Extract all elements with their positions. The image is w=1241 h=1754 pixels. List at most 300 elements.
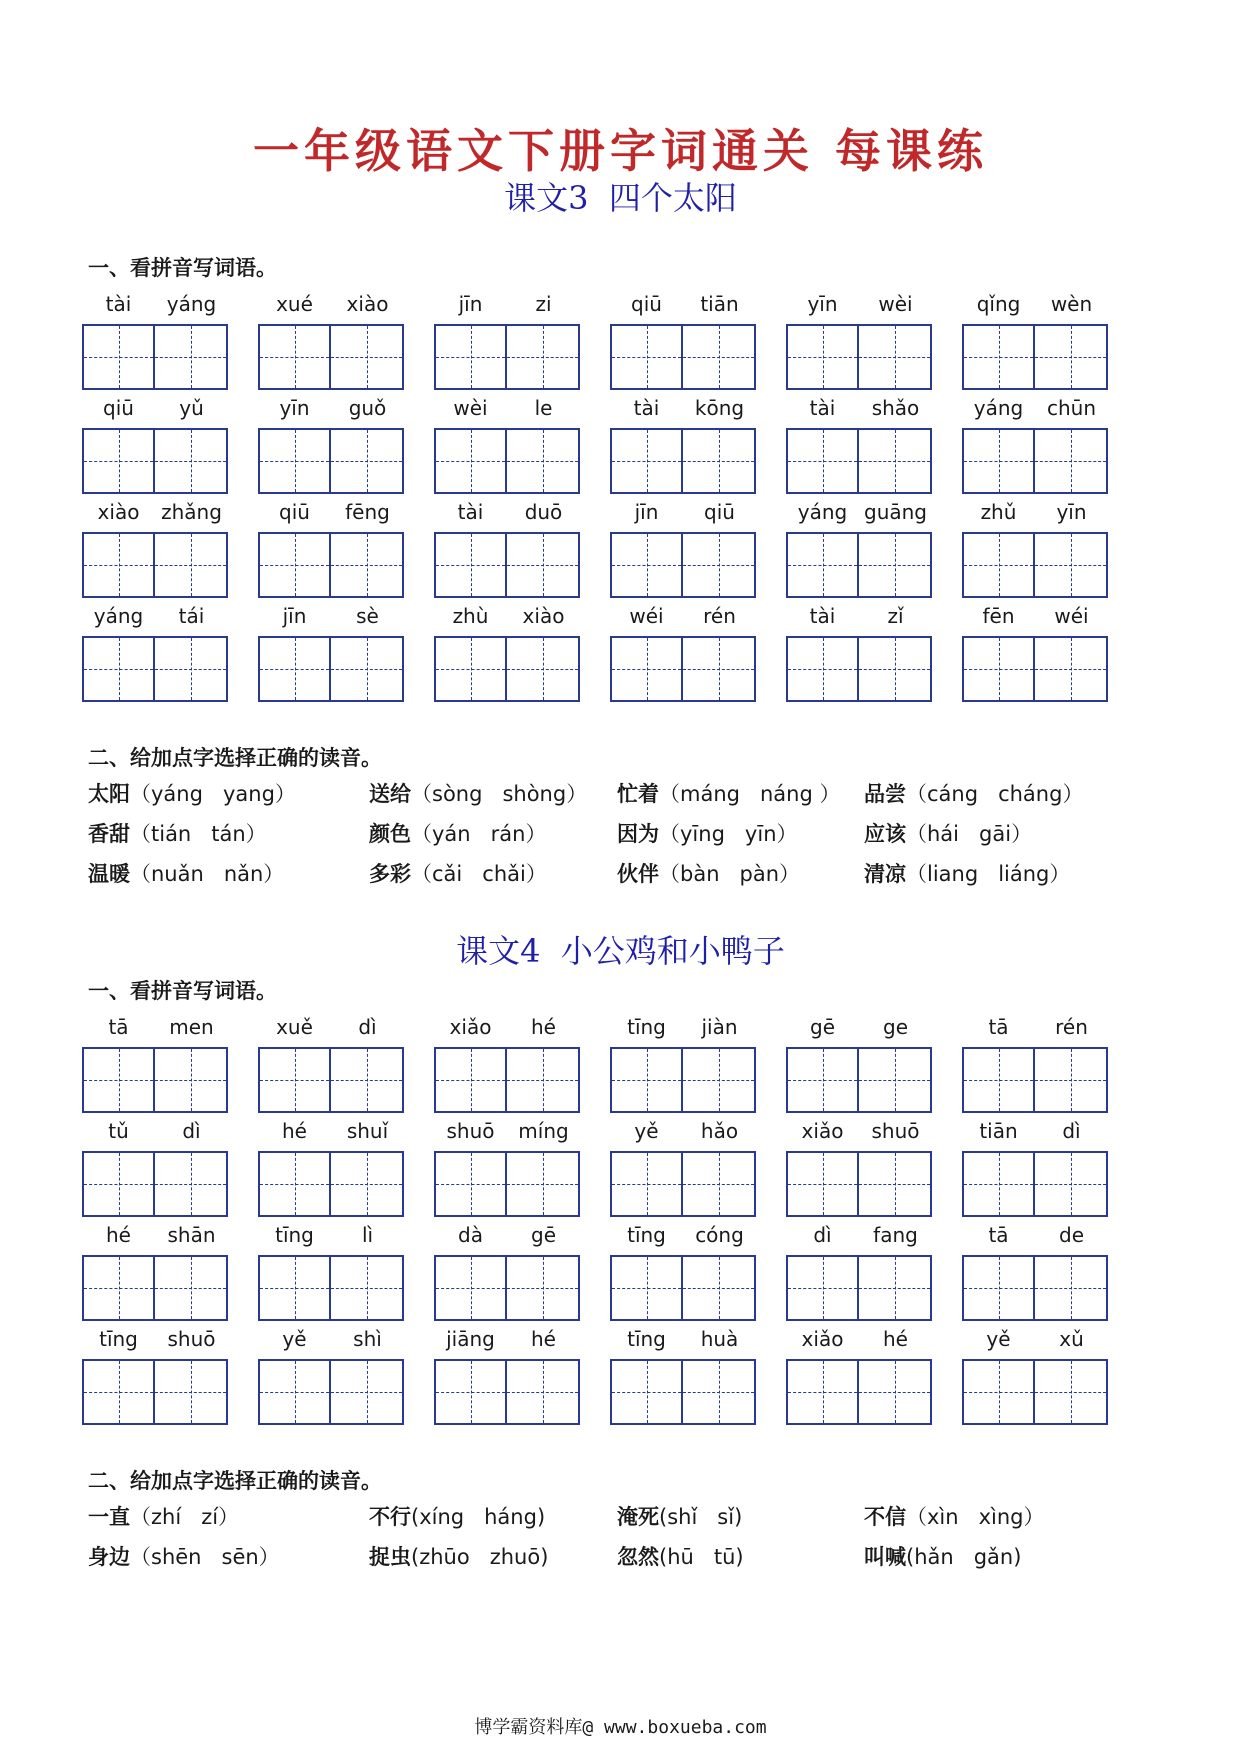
pinyin-syllable: fēn — [982, 604, 1015, 628]
pinyin-syllable: duō — [524, 500, 563, 524]
pinyin-syllable: xiào — [522, 604, 565, 628]
pinyin-syllable: tài — [633, 396, 660, 420]
tianzige-writing-box[interactable] — [859, 532, 932, 598]
pronunciation-choice-item — [864, 1503, 1045, 1531]
tianzige-writing-box[interactable] — [155, 532, 228, 598]
choice-pinyin-options[interactable]: （tián tán） — [130, 822, 267, 846]
choice-pinyin-options[interactable]: （shēn sēn） — [130, 1545, 280, 1569]
page-title: 一年级语文下册字词通关 每课练 — [252, 124, 988, 178]
pinyin-syllable: wéi — [1054, 604, 1089, 628]
tianzige-writing-box[interactable] — [434, 1359, 507, 1425]
pinyin-syllable: rén — [703, 604, 736, 628]
pinyin-syllable: xiǎo — [801, 1327, 844, 1351]
tianzige-box-pair — [258, 1151, 404, 1217]
pinyin-label — [434, 394, 580, 422]
tianzige-writing-box[interactable] — [258, 636, 331, 702]
section-heading-pinyin: 一、看拼音写词语。 — [88, 979, 277, 1003]
pinyin-syllable: lì — [361, 1223, 374, 1247]
pinyin-syllable: yīn — [1056, 500, 1087, 524]
choice-word: 一直 — [88, 1505, 130, 1529]
pinyin-syllable: qiū — [631, 292, 662, 316]
pinyin-syllable: tīng — [99, 1327, 138, 1351]
choice-pinyin-options[interactable]: （sòng shòng） — [411, 782, 588, 806]
tianzige-box-pair — [434, 1047, 580, 1113]
pinyin-syllable: shān — [167, 1223, 216, 1247]
pinyin-label — [610, 1221, 756, 1249]
tianzige-writing-box[interactable] — [507, 324, 580, 390]
tianzige-writing-box[interactable] — [683, 324, 756, 390]
choice-word: 品尝 — [864, 782, 906, 806]
section-heading-pronunciation: 二、给加点字选择正确的读音。 — [88, 1469, 382, 1493]
choice-word: 温暖 — [88, 862, 130, 886]
tianzige-writing-box[interactable] — [1035, 1255, 1108, 1321]
pronunciation-choice-item — [617, 780, 840, 808]
choice-pinyin-options[interactable]: （yīng yīn） — [659, 822, 798, 846]
choice-word: 香甜 — [88, 822, 130, 846]
pinyin-label — [82, 290, 228, 318]
tianzige-writing-box[interactable] — [507, 636, 580, 702]
pinyin-label — [258, 394, 404, 422]
tianzige-box-pair — [258, 324, 404, 390]
tianzige-writing-box[interactable] — [507, 1151, 580, 1217]
tianzige-writing-box[interactable] — [1035, 636, 1108, 702]
pinyin-label — [962, 498, 1108, 526]
tianzige-box-pair — [610, 1359, 756, 1425]
pronunciation-choice-item — [617, 860, 800, 888]
pinyin-label — [82, 602, 228, 630]
pronunciation-choice-item — [88, 1543, 280, 1571]
tianzige-box-pair — [610, 428, 756, 494]
choice-pinyin-options[interactable]: (hū tū) — [659, 1545, 744, 1569]
pinyin-label — [610, 498, 756, 526]
pinyin-syllable: kōng — [694, 396, 745, 420]
choice-word: 清凉 — [864, 862, 906, 886]
tianzige-box-pair — [258, 636, 404, 702]
pinyin-label — [258, 602, 404, 630]
tianzige-box-pair — [258, 428, 404, 494]
pronunciation-choice-item — [369, 820, 546, 848]
tianzige-writing-box[interactable] — [331, 1255, 404, 1321]
tianzige-writing-box[interactable] — [786, 428, 859, 494]
tianzige-box-pair — [786, 1047, 932, 1113]
tianzige-writing-box[interactable] — [1035, 324, 1108, 390]
pinyin-syllable: qiū — [279, 500, 310, 524]
tianzige-writing-box[interactable] — [683, 1359, 756, 1425]
tianzige-writing-box[interactable] — [434, 532, 507, 598]
tianzige-writing-box[interactable] — [610, 428, 683, 494]
choice-word: 不信 — [864, 1505, 906, 1529]
tianzige-writing-box[interactable] — [155, 324, 228, 390]
pinyin-syllable: hǎo — [700, 1119, 739, 1143]
tianzige-box-pair — [82, 1359, 228, 1425]
pinyin-label — [82, 1117, 228, 1145]
tianzige-writing-box[interactable] — [507, 428, 580, 494]
pinyin-syllable: zǐ — [887, 604, 904, 628]
pinyin-syllable: yīn — [807, 292, 838, 316]
pinyin-syllable: tǔ — [108, 1119, 129, 1143]
pinyin-label — [82, 394, 228, 422]
tianzige-box-pair — [786, 1359, 932, 1425]
pinyin-syllable: men — [169, 1015, 214, 1039]
choice-pinyin-options[interactable]: （máng náng ） — [659, 782, 841, 806]
pinyin-label — [786, 1117, 932, 1145]
tianzige-writing-box[interactable] — [507, 1359, 580, 1425]
tianzige-writing-box[interactable] — [859, 324, 932, 390]
pinyin-syllable: shuǐ — [346, 1119, 389, 1143]
pinyin-syllable: gē — [531, 1223, 556, 1247]
tianzige-box-pair — [434, 324, 580, 390]
tianzige-box-pair — [962, 1151, 1108, 1217]
choice-pinyin-options[interactable]: （liang liáng） — [906, 862, 1071, 886]
pronunciation-choice-item — [369, 860, 547, 888]
tianzige-writing-box[interactable] — [155, 1047, 228, 1113]
pinyin-syllable: rén — [1055, 1015, 1088, 1039]
tianzige-writing-box[interactable] — [683, 1047, 756, 1113]
pronunciation-choice-item — [88, 820, 267, 848]
tianzige-writing-box[interactable] — [82, 1047, 155, 1113]
tianzige-writing-box[interactable] — [610, 1047, 683, 1113]
tianzige-writing-box[interactable] — [331, 1359, 404, 1425]
pinyin-syllable: xiǎo — [449, 1015, 492, 1039]
tianzige-writing-box[interactable] — [258, 1047, 331, 1113]
tianzige-writing-box[interactable] — [331, 1151, 404, 1217]
tianzige-box-pair — [610, 1255, 756, 1321]
pinyin-syllable: wèi — [878, 292, 913, 316]
pinyin-label — [610, 1325, 756, 1353]
pinyin-syllable: hé — [282, 1119, 307, 1143]
tianzige-box-pair — [82, 532, 228, 598]
pinyin-label — [786, 1221, 932, 1249]
tianzige-writing-box[interactable] — [962, 1255, 1035, 1321]
lesson-title: 课文3 四个太阳 — [504, 179, 737, 217]
tianzige-writing-box[interactable] — [1035, 1047, 1108, 1113]
pinyin-syllable: hé — [531, 1015, 556, 1039]
choice-pinyin-options[interactable]: （yáng yang） — [130, 782, 296, 806]
pinyin-syllable: tài — [105, 292, 132, 316]
pinyin-label — [962, 1221, 1108, 1249]
tianzige-writing-box[interactable] — [258, 1359, 331, 1425]
tianzige-writing-box[interactable] — [859, 636, 932, 702]
pinyin-syllable: yě — [986, 1327, 1011, 1351]
pinyin-syllable: sè — [356, 604, 379, 628]
tianzige-writing-box[interactable] — [155, 1359, 228, 1425]
pinyin-syllable: wèi — [453, 396, 488, 420]
pinyin-syllable: tiān — [700, 292, 739, 316]
tianzige-box-pair — [82, 636, 228, 702]
pinyin-syllable: jīn — [282, 604, 307, 628]
tianzige-writing-box[interactable] — [786, 324, 859, 390]
tianzige-writing-box[interactable] — [155, 1151, 228, 1217]
tianzige-writing-box[interactable] — [82, 1359, 155, 1425]
tianzige-writing-box[interactable] — [434, 1255, 507, 1321]
choice-word: 叫喊 — [864, 1545, 906, 1569]
tianzige-box-pair — [786, 1255, 932, 1321]
pinyin-label — [434, 498, 580, 526]
tianzige-writing-box[interactable] — [1035, 1359, 1108, 1425]
pinyin-label — [258, 290, 404, 318]
tianzige-writing-box[interactable] — [786, 1359, 859, 1425]
pinyin-label — [82, 498, 228, 526]
tianzige-writing-box[interactable] — [507, 532, 580, 598]
pinyin-syllable: dì — [182, 1119, 201, 1143]
tianzige-writing-box[interactable] — [859, 1047, 932, 1113]
pinyin-syllable: yě — [634, 1119, 659, 1143]
tianzige-box-pair — [962, 636, 1108, 702]
tianzige-box-pair — [434, 1255, 580, 1321]
pinyin-label — [610, 1117, 756, 1145]
pinyin-syllable: shuō — [167, 1327, 216, 1351]
tianzige-writing-box[interactable] — [82, 636, 155, 702]
pinyin-label — [434, 1117, 580, 1145]
pinyin-label — [962, 290, 1108, 318]
choice-word: 身边 — [88, 1545, 130, 1569]
tianzige-writing-box[interactable] — [786, 532, 859, 598]
tianzige-box-pair — [786, 324, 932, 390]
choice-word: 淹死 — [617, 1505, 659, 1529]
pinyin-syllable: shuō — [446, 1119, 495, 1143]
choice-pinyin-options[interactable]: （cǎi chǎi） — [411, 862, 547, 886]
pinyin-syllable: le — [534, 396, 553, 420]
pinyin-label — [434, 1013, 580, 1041]
pinyin-syllable: xiǎo — [801, 1119, 844, 1143]
pinyin-label — [434, 1221, 580, 1249]
pinyin-label — [786, 498, 932, 526]
choice-word: 忙着 — [617, 782, 659, 806]
tianzige-writing-box[interactable] — [786, 1255, 859, 1321]
tianzige-writing-box[interactable] — [610, 636, 683, 702]
pinyin-syllable: tīng — [275, 1223, 314, 1247]
tianzige-writing-box[interactable] — [859, 428, 932, 494]
choice-word: 送给 — [369, 782, 411, 806]
pinyin-syllable: tái — [178, 604, 205, 628]
tianzige-writing-box[interactable] — [155, 1255, 228, 1321]
tianzige-box-pair — [434, 1151, 580, 1217]
tianzige-writing-box[interactable] — [683, 428, 756, 494]
pinyin-syllable: guǒ — [348, 396, 387, 420]
tianzige-writing-box[interactable] — [82, 1255, 155, 1321]
pronunciation-choice-item — [369, 780, 587, 808]
pinyin-syllable: tīng — [627, 1327, 666, 1351]
tianzige-writing-box[interactable] — [683, 1255, 756, 1321]
choice-pinyin-options[interactable]: （cáng cháng） — [906, 782, 1084, 806]
tianzige-box-pair — [786, 636, 932, 702]
tianzige-writing-box[interactable] — [962, 1151, 1035, 1217]
tianzige-writing-box[interactable] — [1035, 428, 1108, 494]
tianzige-writing-box[interactable] — [786, 1151, 859, 1217]
pinyin-syllable: xiào — [97, 500, 140, 524]
tianzige-writing-box[interactable] — [683, 1151, 756, 1217]
pinyin-syllable: yǔ — [179, 396, 204, 420]
pinyin-label — [82, 1013, 228, 1041]
tianzige-writing-box[interactable] — [155, 428, 228, 494]
pinyin-syllable: zi — [535, 292, 552, 316]
pronunciation-choice-item — [617, 1503, 742, 1531]
pinyin-label — [258, 1117, 404, 1145]
tianzige-writing-box[interactable] — [331, 636, 404, 702]
choice-word: 捉虫 — [369, 1545, 411, 1569]
pinyin-syllable: fang — [873, 1223, 918, 1247]
tianzige-writing-box[interactable] — [331, 1047, 404, 1113]
pinyin-label — [610, 1013, 756, 1041]
pronunciation-choice-item — [88, 780, 296, 808]
tianzige-writing-box[interactable] — [962, 428, 1035, 494]
tianzige-writing-box[interactable] — [155, 636, 228, 702]
tianzige-box-pair — [258, 1255, 404, 1321]
tianzige-box-pair — [610, 532, 756, 598]
pinyin-syllable: chūn — [1046, 396, 1097, 420]
tianzige-box-pair — [962, 532, 1108, 598]
pinyin-syllable: guāng — [864, 500, 927, 524]
section-heading-pinyin: 一、看拼音写词语。 — [88, 256, 277, 280]
tianzige-box-pair — [962, 324, 1108, 390]
tianzige-writing-box[interactable] — [82, 1151, 155, 1217]
tianzige-writing-box[interactable] — [962, 636, 1035, 702]
pinyin-label — [962, 1325, 1108, 1353]
tianzige-writing-box[interactable] — [331, 324, 404, 390]
tianzige-writing-box[interactable] — [683, 636, 756, 702]
pinyin-syllable: hé — [883, 1327, 908, 1351]
pronunciation-choice-item — [864, 780, 1083, 808]
tianzige-box-pair — [962, 428, 1108, 494]
tianzige-box-pair — [82, 1255, 228, 1321]
tianzige-writing-box[interactable] — [610, 1255, 683, 1321]
tianzige-box-pair — [786, 532, 932, 598]
choice-pinyin-options[interactable]: （xìn xìng） — [906, 1505, 1045, 1529]
pinyin-syllable: shǎo — [871, 396, 920, 420]
pinyin-syllable: tài — [457, 500, 484, 524]
pronunciation-choice-item — [88, 1503, 239, 1531]
tianzige-writing-box[interactable] — [610, 532, 683, 598]
choice-pinyin-options[interactable]: （hái gāi） — [906, 822, 1033, 846]
choice-pinyin-options[interactable]: （bàn pàn） — [659, 862, 801, 886]
choice-pinyin-options[interactable]: （yán rán） — [411, 822, 547, 846]
choice-pinyin-options[interactable]: (shǐ sǐ) — [659, 1505, 743, 1529]
pronunciation-choice-item — [88, 860, 284, 888]
tianzige-writing-box[interactable] — [786, 636, 859, 702]
pinyin-syllable: shuō — [871, 1119, 920, 1143]
tianzige-box-pair — [82, 324, 228, 390]
tianzige-writing-box[interactable] — [859, 1255, 932, 1321]
tianzige-writing-box[interactable] — [82, 532, 155, 598]
pinyin-syllable: tīng — [627, 1223, 666, 1247]
pinyin-syllable: xǔ — [1059, 1327, 1084, 1351]
tianzige-box-pair — [786, 428, 932, 494]
pronunciation-choice-item — [369, 1543, 548, 1571]
pinyin-label — [962, 602, 1108, 630]
tianzige-writing-box[interactable] — [859, 1151, 932, 1217]
pinyin-syllable: de — [1059, 1223, 1084, 1247]
tianzige-writing-box[interactable] — [331, 428, 404, 494]
tianzige-writing-box[interactable] — [331, 532, 404, 598]
pinyin-label — [786, 394, 932, 422]
tianzige-writing-box[interactable] — [434, 636, 507, 702]
pinyin-syllable: cóng — [695, 1223, 744, 1247]
tianzige-writing-box[interactable] — [610, 1151, 683, 1217]
tianzige-box-pair — [610, 1151, 756, 1217]
tianzige-writing-box[interactable] — [962, 1047, 1035, 1113]
pronunciation-choice-item — [864, 820, 1032, 848]
tianzige-box-pair — [610, 636, 756, 702]
pinyin-label — [786, 290, 932, 318]
tianzige-writing-box[interactable] — [258, 428, 331, 494]
tianzige-box-pair — [434, 636, 580, 702]
choice-word: 应该 — [864, 822, 906, 846]
tianzige-box-pair — [258, 1047, 404, 1113]
tianzige-writing-box[interactable] — [258, 1255, 331, 1321]
pinyin-syllable: dì — [358, 1015, 377, 1039]
tianzige-writing-box[interactable] — [434, 324, 507, 390]
tianzige-writing-box[interactable] — [859, 1359, 932, 1425]
tianzige-writing-box[interactable] — [507, 1047, 580, 1113]
choice-word: 多彩 — [369, 862, 411, 886]
choice-pinyin-options[interactable]: （zhí zí） — [130, 1505, 240, 1529]
choice-word: 忽然 — [617, 1545, 659, 1569]
choice-pinyin-options[interactable]: (zhūo zhuō) — [411, 1545, 549, 1569]
pinyin-label — [962, 1117, 1108, 1145]
pinyin-syllable: yáng — [973, 396, 1024, 420]
choice-word: 因为 — [617, 822, 659, 846]
pinyin-syllable: yáng — [797, 500, 848, 524]
tianzige-writing-box[interactable] — [507, 1255, 580, 1321]
tianzige-box-pair — [962, 1255, 1108, 1321]
pinyin-syllable: ge — [883, 1015, 908, 1039]
tianzige-box-pair — [82, 1047, 228, 1113]
pinyin-syllable: tā — [988, 1223, 1009, 1247]
tianzige-writing-box[interactable] — [962, 532, 1035, 598]
pinyin-label — [786, 1325, 932, 1353]
tianzige-writing-box[interactable] — [1035, 532, 1108, 598]
tianzige-box-pair — [258, 532, 404, 598]
pinyin-syllable: jiàn — [701, 1015, 738, 1039]
tianzige-writing-box[interactable] — [434, 1151, 507, 1217]
pinyin-syllable: yáng — [93, 604, 144, 628]
pinyin-syllable: hé — [531, 1327, 556, 1351]
tianzige-writing-box[interactable] — [258, 1151, 331, 1217]
tianzige-writing-box[interactable] — [434, 428, 507, 494]
tianzige-writing-box[interactable] — [1035, 1151, 1108, 1217]
tianzige-box-pair — [434, 1359, 580, 1425]
pinyin-label — [610, 290, 756, 318]
tianzige-writing-box[interactable] — [82, 324, 155, 390]
tianzige-writing-box[interactable] — [786, 1047, 859, 1113]
tianzige-box-pair — [962, 1047, 1108, 1113]
pronunciation-choice-item — [617, 1543, 744, 1571]
choice-pinyin-options[interactable]: (xíng háng) — [411, 1505, 546, 1529]
choice-pinyin-options[interactable]: (hǎn gǎn) — [906, 1545, 1022, 1569]
pinyin-label — [962, 1013, 1108, 1041]
tianzige-writing-box[interactable] — [258, 324, 331, 390]
tianzige-writing-box[interactable] — [610, 324, 683, 390]
pinyin-syllable: tā — [108, 1015, 129, 1039]
pinyin-syllable: tīng — [627, 1015, 666, 1039]
pinyin-syllable: qǐng — [976, 292, 1021, 316]
pinyin-syllable: dì — [813, 1223, 832, 1247]
choice-pinyin-options[interactable]: （nuǎn nǎn） — [130, 862, 285, 886]
pinyin-syllable: jīn — [634, 500, 659, 524]
tianzige-writing-box[interactable] — [82, 428, 155, 494]
pinyin-syllable: yáng — [166, 292, 217, 316]
tianzige-writing-box[interactable] — [258, 532, 331, 598]
pinyin-syllable: tài — [809, 396, 836, 420]
tianzige-writing-box[interactable] — [434, 1047, 507, 1113]
tianzige-writing-box[interactable] — [962, 1359, 1035, 1425]
tianzige-writing-box[interactable] — [962, 324, 1035, 390]
tianzige-writing-box[interactable] — [610, 1359, 683, 1425]
pinyin-label — [786, 1013, 932, 1041]
tianzige-box-pair — [610, 324, 756, 390]
section-heading-pronunciation: 二、给加点字选择正确的读音。 — [88, 746, 382, 770]
tianzige-writing-box[interactable] — [683, 532, 756, 598]
